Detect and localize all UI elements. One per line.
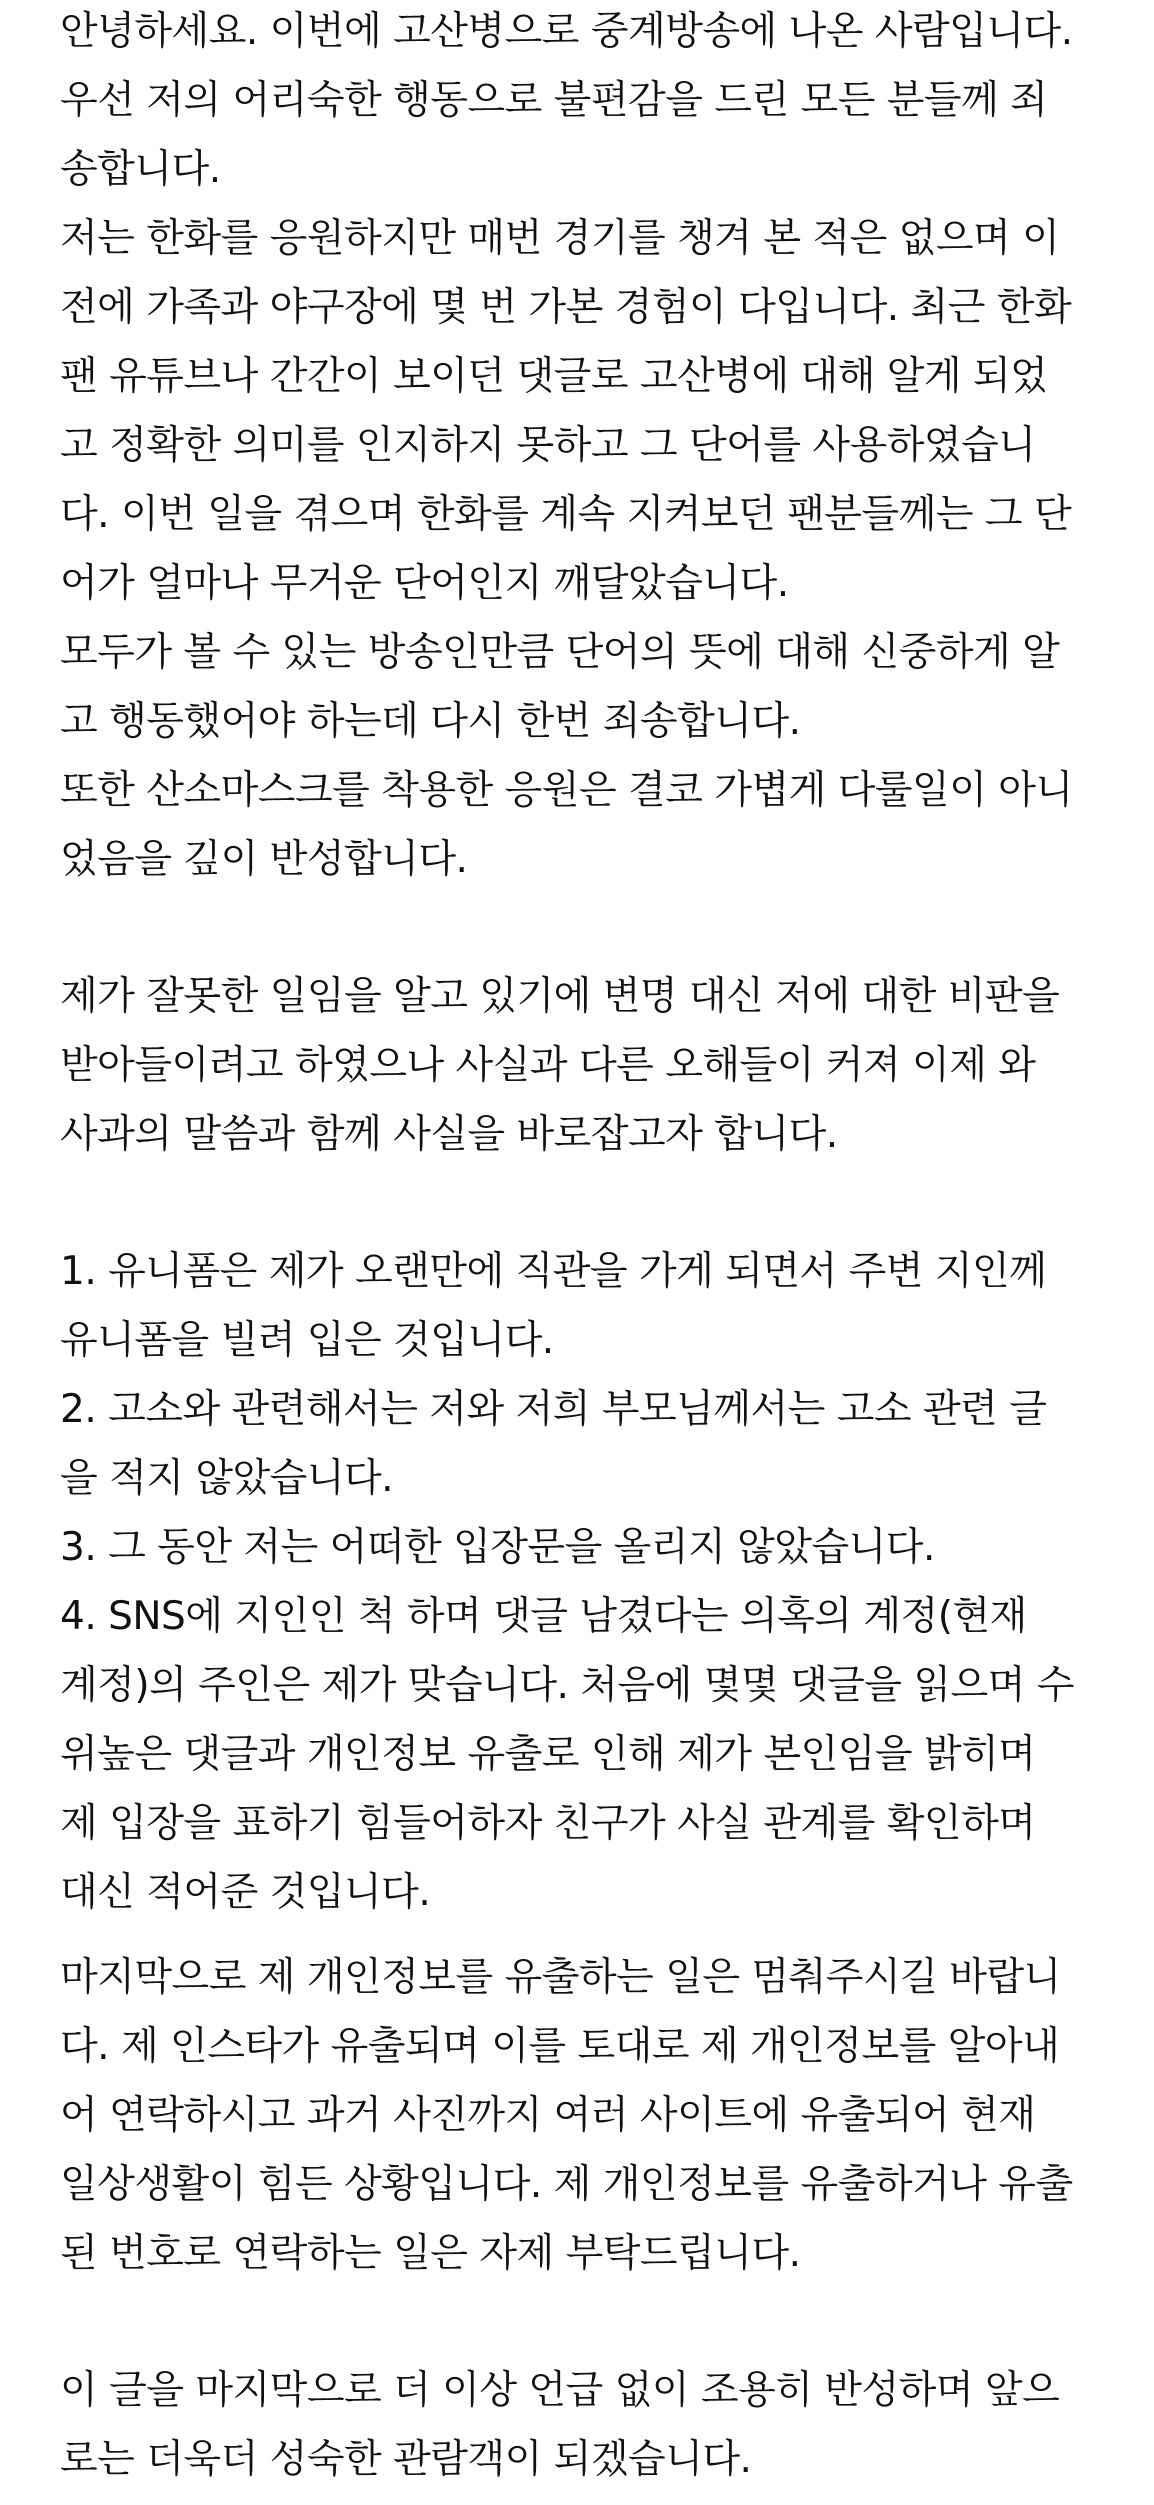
text-line: 마지막으로 제 개인정보를 유출하는 일은 멈춰주시길 바랍니	[60, 1955, 1061, 2000]
text-line: 고 행동했어야 하는데 다시 한번 죄송합니다.	[60, 699, 801, 744]
text-line: 다. 제 인스타가 유출되며 이를 토대로 제 개인정보를 알아내	[60, 2024, 1060, 2069]
list-item: 유니폼을 빌려 입은 것입니다.	[60, 1318, 554, 1363]
list-item: 을 적지 않았습니다.	[60, 1456, 394, 1501]
text-line: 송합니다.	[60, 147, 221, 192]
text-line: 고 정확한 의미를 인지하지 못하고 그 단어를 사용하였습니	[60, 423, 1036, 468]
text-line: 다. 이번 일을 겪으며 한화를 계속 지켜보던 팬분들께는 그 단	[60, 492, 1072, 537]
text-line: 팬 유튜브나 간간이 보이던 댓글로 고산병에 대해 알게 되었	[60, 354, 1048, 399]
text-line: 어 연락하시고 과거 사진까지 여러 사이트에 유출되어 현재	[60, 2093, 1036, 2138]
text-line: 또한 산소마스크를 착용한 응원은 결코 가볍게 다룰일이 아니	[60, 768, 1073, 813]
list-item: 1. 유니폼은 제가 오랜만에 직관을 가게 되면서 주변 지인께	[60, 1249, 1047, 1294]
text-line: 제가 잘못한 일임을 알고 있기에 변명 대신 저에 대한 비판을	[60, 974, 1060, 1019]
text-line: 모두가 볼 수 있는 방송인만큼 단어의 뜻에 대해 신중하게 알	[60, 630, 1060, 675]
text-line: 받아들이려고 하였으나 사실과 다른 오해들이 커져 이제 와	[60, 1043, 1036, 1088]
list-item: 대신 적어준 것입니다.	[60, 1870, 431, 1915]
text-line: 된 번호로 연락하는 일은 자제 부탁드립니다.	[60, 2231, 801, 2276]
list-item: 제 입장을 표하기 힘들어하자 친구가 사실 관계를 확인하며	[60, 1801, 1036, 1846]
text-line: 로는 더욱더 성숙한 관람객이 되겠습니다.	[60, 2437, 752, 2482]
list-item: 3. 그 동안 저는 어떠한 입장문을 올리지 않았습니다.	[60, 1525, 935, 1570]
text-line: 사과의 말씀과 함께 사실을 바로잡고자 합니다.	[60, 1112, 838, 1157]
list-item: 2. 고소와 관련해서는 저와 저희 부모님께서는 고소 관련 글	[60, 1387, 1047, 1432]
text-line: 이 글을 마지막으로 더 이상 언급 없이 조용히 반성하며 앞으	[60, 2368, 1060, 2413]
list-item: 위높은 댓글과 개인정보 유출로 인해 제가 본인임을 밝히며	[60, 1732, 1036, 1777]
text-line: 일상생활이 힘든 상황입니다. 제 개인정보를 유출하거나 유출	[60, 2162, 1073, 2207]
text-line: 전에 가족과 야구장에 몇 번 가본 경험이 다입니다. 최근 한화	[60, 285, 1072, 330]
text-line: 저는 한화를 응원하지만 매번 경기를 챙겨 본 적은 없으며 이	[60, 216, 1060, 261]
text-line: 었음을 깊이 반성합니다.	[60, 837, 468, 882]
text-line: 우선 저의 어리숙한 행동으로 불편감을 드린 모든 분들께 죄	[60, 78, 1048, 123]
list-item: 계정)의 주인은 제가 맞습니다. 처음에 몇몇 댓글을 읽으며 수	[60, 1663, 1074, 1708]
list-item: 4. SNS에 지인인 척 하며 댓글 남겼다는 의혹의 계정(현재	[60, 1594, 1027, 1639]
text-line: 안녕하세요. 이번에 고산병으로 중계방송에 나온 사람입니다.	[60, 9, 1073, 54]
text-line: 어가 얼마나 무거운 단어인지 깨달았습니다.	[60, 561, 789, 606]
